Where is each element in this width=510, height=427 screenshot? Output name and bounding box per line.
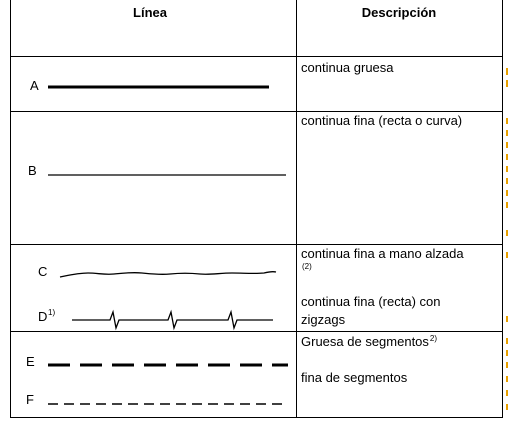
row-a-description: continua gruesa bbox=[301, 60, 394, 75]
row-f-description: fina de segmentos bbox=[301, 370, 408, 385]
row-c-description: continua fina a mano alzada bbox=[301, 246, 464, 261]
header-description: Descripción bbox=[361, 5, 437, 20]
row-d-letter-note: 1) bbox=[48, 308, 56, 317]
row-e-description: Gruesa de segmentos$^{2)}$ bbox=[301, 334, 438, 349]
line-sample-c-freehand bbox=[60, 272, 276, 277]
row-d-description-line1: continua fina (recta) con bbox=[301, 294, 441, 309]
cut-off-column-marks bbox=[506, 68, 508, 410]
row-f-letter: F bbox=[26, 392, 34, 407]
row-b-description: continua fina (recta o curva) bbox=[301, 113, 463, 128]
row-a-letter: A bbox=[30, 78, 39, 93]
table-grid bbox=[10, 0, 503, 418]
header-line: Línea bbox=[133, 5, 167, 20]
row-e-note: 2) bbox=[429, 334, 438, 343]
line-sample-d-zigzag bbox=[72, 312, 273, 328]
row-d-description-line2: zigzags bbox=[301, 312, 346, 327]
row-d-letter: D bbox=[38, 309, 48, 324]
row-e-letter: E bbox=[26, 354, 35, 369]
row-c-note: (2) bbox=[302, 262, 312, 271]
row-c-letter: C bbox=[38, 264, 48, 279]
row-b-letter: B bbox=[28, 163, 37, 178]
